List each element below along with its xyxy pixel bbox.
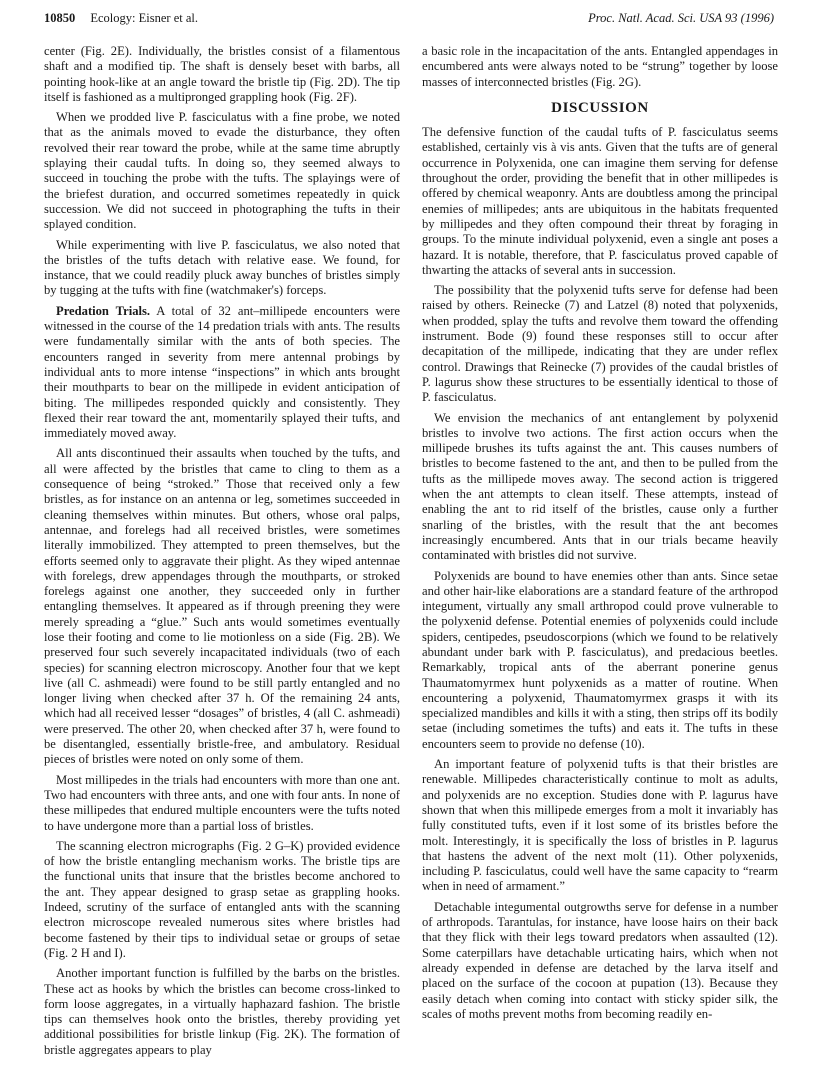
page-header <box>44 8 774 28</box>
paragraph: When we prodded live P. fasciculatus with a fine probe, we noted that as the animals moved to evade the disturbance, they often revolved their rear toward the probe, while at the same time abruptly splaying their caudal tufts. In doing so, they seemed always to succeed in touching the probe with the tufts. The splayings were of the briefest duration, and occurred sometimes repeatedly in quick succession. We did not succeed in photographing the tufts in their splayed condition. <box>44 110 400 232</box>
paragraph <box>44 304 400 442</box>
paragraph: We envision the mechanics of ant entanglement by polyxenid bristles to involve two actions. The first action occurs when the millipede brushes its tufts against the ant. This causes numbers of bristles to become fastened to the ant, and then to be pulled from the tufts as the millipede moves away. The second action is triggered when the ant attempts to clean itself. These attempts, instead of enabling the ant to rid itself of the bristles, cause only a further snarling of the bristles, with the result that the ant becomes increasingly encumbered. Ants that in our trials became heavily contaminated with bristles did not survive. <box>422 410 778 563</box>
header-left <box>44 8 198 28</box>
running-head-right: Proc. Natl. Acad. Sci. USA 93 (1996) <box>588 11 774 25</box>
paragraph: The defensive function of the caudal tufts of P. fasciculatus seems established, certainly vis à vis ants. Given that the tufts are of general occurrence in Polyxenida, one can imagine them serving for defense throughout the order, providing the benefit that in other millipedes is offered by chemical weaponry. Ants are doubtless among the principal enemies of millipedes; ants are ubiquitous in the habitats frequented by millipedes and they often compound their threat by foraging in groups. To the minute individual polyxenid, even a single ant poses a hazard. It is notable, therefore, that P. fasciculatus proved capable of thwarting the attacks of several ants in succession. <box>422 125 778 277</box>
right-column <box>422 44 778 1084</box>
paragraph: center (Fig. 2E). Individually, the bristles consist of a filamentous shaft and a modified tip. The shaft is densely beset with barbs, all pointing hook-like at an angle toward the bristle tip (Fig. 2D). The tip itself is fashioned as a multipronged grappling hook (Fig. 2F). <box>44 44 400 104</box>
paragraph: a basic role in the incapacitation of the ants. Entangled appendages in encumbered ants were always noted to be “strung” together by loose masses of interconnected bristles (Fig. 2G). <box>422 44 778 89</box>
page-number: 10850 <box>44 11 76 25</box>
subsection-heading: Predation Trials. <box>56 303 151 318</box>
paragraph: While experimenting with live P. fasciculatus, we also noted that the bristles of the tufts detach with relative ease. We found, for instance, that we could readily pluck away bunches of bristles simply by tugging at the tufts with fine (watchmaker's) forceps. <box>44 237 400 298</box>
paragraph: Polyxenids are bound to have enemies other than ants. Since setae and other hair-like elaborations are a standard feature of the arthropod integument, virtually any small arthropod could prove vulnerable to the polyxenid defense. Potential enemies of polyxenids could include spiders, centipedes, pseudoscorpions (which we found to be relatively abundant under bark with P. fasciculatus), and predacious beetles. Remarkably, tropical ants of the aberrant ponerine genus Thaumatomyrmex hunt polyxenids as a matter of routine. When encountering a polyxenid, Thaumatomyrmex grasps it with its specialized mandibles and kills it with a sting, then strips off its bodily setae (including sometimes the tufts) and eats it. The tufts in these encounters seem to provide no defense (10). <box>422 568 778 751</box>
paragraph-text: A total of 32 ant–millipede encounters were witnessed in the course of the 14 predation trials with ants. The results were fundamentally similar with the ants of both species. The encounters ranged in severity from mere antennal probings by individual ants to more intense “inspections” in which ants brought their mouthparts to bear on the millipede in evident anticipation of biting. The millipedes responded quickly and consistently. They flexed their rear toward the ant, momentarily splayed their tufts, and immediately moved away. <box>44 303 400 441</box>
section-heading: DISCUSSION <box>551 99 649 116</box>
paragraph: All ants discontinued their assaults when touched by the tufts, and all were affected by the bristles that came to cling to them as a consequence of being “stroked.” Those that received only a few bristles, as for instance on an antenna or leg, sometimes succeeded in cleaning themselves within minutes. But others, whose oral palps, antennae, and forelegs had all received bristles, were sometimes literally immobilized. They attempted to preen themselves, but the efforts seemed only to aggravate their plight. As they wiped antennae with forelegs, drew appendages through the mouthparts, or stroked forelegs against one another, they succeeded only in further entangling themselves. It appeared as if through preening they were merely spreading a “glue.” Such ants would sometimes eventually lose their footing and come to lie motionless on a side (Fig. 2B). We preserved four such severely incapacitated individuals (two of each species) for scanning electron microscopy. Another four that we kept live (all C. ashmeadi) were found to be still partly entangled and no longer living when checked after 37 h. Of the remaining 24 ants, which had all received lesser “dosages” of bristles, 4 (all C. ashmeadi) were preserved. The other 20, when checked after 37 h, were found to be disentangled, essentially bristle-free, and ambulatory. Residual pieces of bristles were noted on only some of them. <box>44 446 400 767</box>
running-head-left: Ecology: Eisner et al. <box>90 11 198 25</box>
paragraph: The possibility that the polyxenid tufts serve for defense had been raised by others. Reinecke (7) and Latzel (8) noted that polyxenids, when prodded, splay the tufts and revolve them toward the offending instrument. Bode (9) found these responses still to occur after decapitation of the millipede, indicating that they are under reflex control. Drawings that Reinecke (7) provides of the caudal bristles of P. lagurus show these structures to be essentially identical to those of P. fasciculatus. <box>422 283 778 405</box>
paragraph: Detachable integumental outgrowths serve for defense in a number of arthropods. Tarantulas, for instance, have loose hairs on their back that they flick with their legs toward predators when assaulted (12). Some caterpillars have detachable urticating hairs, which when not already expended in defense are detached by the larva itself and placed on the surface of the cocoon at pupation (13). Because they easily detach when coming into contact with sticky spider silk, the scales of moths prevent moths from becoming readily en- <box>422 899 778 1021</box>
paragraph: The scanning electron micrographs (Fig. 2 G–K) provided evidence of how the bristle entangling mechanism works. The bristle tips are the functional units that insure that the bristles become anchored to the ant. They appear designed to grasp setae as grappling hooks. Indeed, scrutiny of the surface of entangled ants with the scanning electron microscope revealed numerous sites where bristles had become fastened by their tips to individual setae or groups of setae (Fig. 2 H and I). <box>44 838 400 960</box>
paragraph: Another important function is fulfilled by the barbs on the bristles. These act as hooks by which the bristles can become cross-linked to form loose aggregates, in a virtually haphazard fashion. The bristle tips can themselves hook onto the bristles, thereby providing yet additional possibilities for bristle linkup (Fig. 2K). The formation of bristle aggregates appears to play <box>44 966 400 1057</box>
paragraph: An important feature of polyxenid tufts is that their bristles are renewable. Millipedes characteristically continue to molt as adults, and polyxenids are no exception. Studies done with P. lagurus have shown that when this millipede emerges from a molt it invariably has fully constituted tufts, even if it lost some of its bristles before the molt. Interestingly, it is specifically the loss of bristles in P. lagurus that hastens the advent of the next molt (11). Other polyxenids, including P. fasciculatus, could well have the same capacity to “rearm when in need of armament.” <box>422 757 778 894</box>
paragraph: Most millipedes in the trials had encounters with more than one ant. Two had encounters with three ants, and one with four ants. In none of these millipedes that endured multiple encounters were the tufts noted to have undergone more than a partial loss of bristles. <box>44 772 400 833</box>
left-column <box>44 44 400 1084</box>
